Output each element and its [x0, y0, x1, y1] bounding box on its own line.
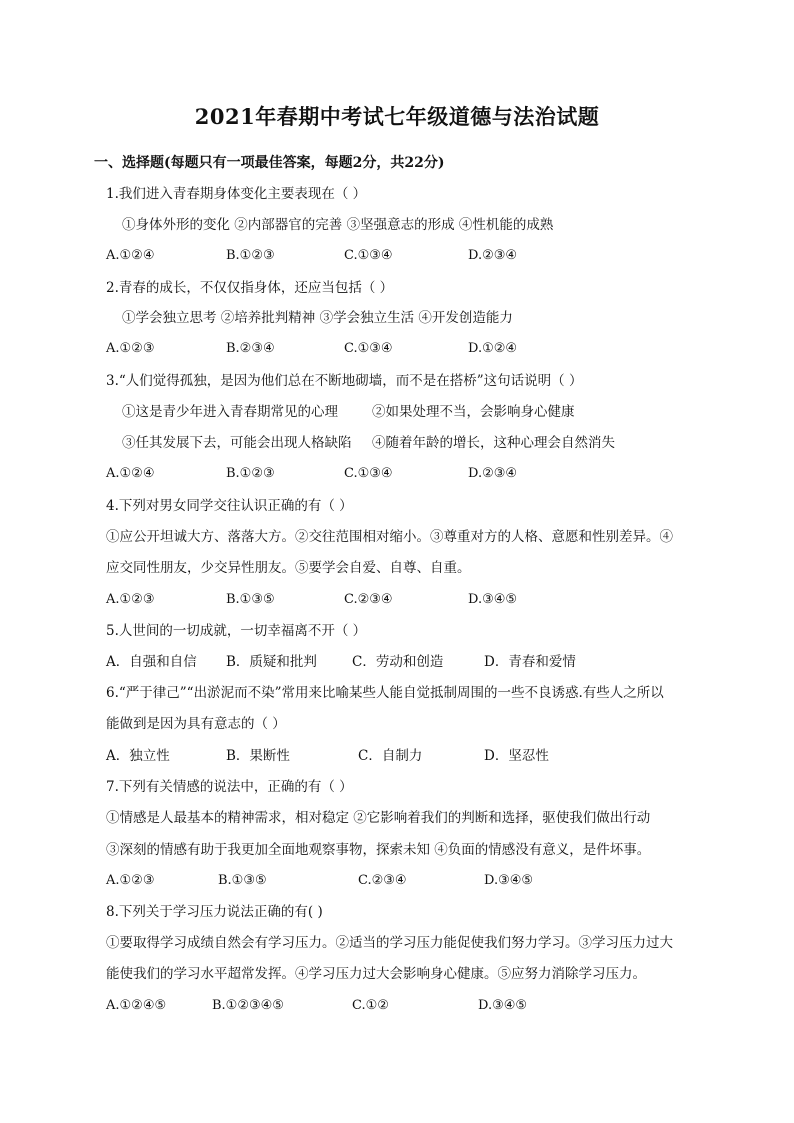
question-6-option-b: B．果断性 [226, 748, 290, 764]
question-3-item-3: ③任其发展下去，可能会出现人格缺陷 [122, 435, 352, 451]
question-1-option-b: B.①②③ [226, 248, 275, 263]
question-5-stem: 5.人世间的一切成就，一切幸福离不开（ ） [106, 623, 367, 639]
question-1-option-d: D.②③④ [468, 248, 518, 263]
question-1-option-a: A.①②④ [106, 248, 155, 263]
question-6-stem-line-2: 能做到是因为具有意志的（ ） [106, 716, 286, 732]
question-4-option-c: C.②③④ [344, 592, 393, 607]
question-5-option-d: D．青春和爱情 [484, 654, 576, 670]
question-8-option-a: A.①②④⑤ [106, 998, 167, 1013]
question-3-item-2: ②如果处理不当，会影响身心健康 [372, 404, 575, 420]
question-4-option-d: D.③④⑤ [468, 592, 518, 607]
question-8-option-b: B.①②③④⑤ [212, 998, 284, 1013]
question-3-stem: 3.“人们觉得孤独，是因为他们总在不断地砌墙，而不是在搭桥”这句话说明（ ） [106, 373, 583, 389]
question-5-option-a: A．自强和自信 [106, 654, 197, 670]
question-8-item-line-2: 能使我们的学习水平超常发挥。④学习压力过大会影响身心健康。⑤应努力消除学习压力。 [106, 966, 646, 982]
exam-title: 2021年春期中考试七年级道德与法治试题 [194, 104, 600, 129]
question-7-stem: 7.下列有关情感的说法中，正确的有（ ） [106, 779, 353, 795]
question-3-item-4: ④随着年龄的增长，这种心理会自然消失 [372, 435, 615, 451]
question-2-option-c: C.①③④ [344, 341, 393, 356]
question-1-items: ①身体外形的变化 ②内部器官的完善 ③坚强意志的形成 ④性机能的成熟 [122, 217, 554, 233]
question-7-option-d: D.③④⑤ [484, 873, 534, 888]
question-2-option-d: D.①②④ [468, 341, 518, 356]
question-3-option-a: A.①②④ [106, 466, 155, 481]
question-1-stem: 1.我们进入青春期身体变化主要表现在（ ） [106, 186, 367, 202]
question-7-item-line-2: ③深刻的情感有助于我更加全面地观察事物，探索未知 ④负面的情感没有意义，是件坏事。 [106, 842, 651, 858]
section-heading: 一、选择题(每题只有一项最佳答案，每题2分，共22分) [94, 155, 445, 171]
question-6-option-c: C．自制力 [358, 748, 423, 764]
question-7-option-b: B.①③⑤ [218, 873, 267, 888]
question-4-option-b: B.①③⑤ [226, 592, 275, 607]
question-8-option-c: C.①② [352, 998, 389, 1013]
question-2-stem: 2.青春的成长，不仅仅指身体，还应当包括（ ） [106, 280, 394, 296]
question-8-stem: 8.下列关于学习压力说法正确的有( ) [106, 904, 323, 920]
question-3-option-d: D.②③④ [468, 466, 518, 481]
question-4-item-line-1: ①应公开坦诚大方、落落大方。②交往范围相对缩小。③尊重对方的人格、意愿和性别差异。④ [106, 529, 673, 545]
question-1-option-c: C.①③④ [344, 248, 393, 263]
question-5-option-c: C．劳动和创造 [352, 654, 444, 670]
question-4-option-a: A.①②③ [106, 592, 155, 607]
question-2-items: ①学会独立思考 ②培养批判精神 ③学会独立生活 ④开发创造能力 [122, 310, 513, 326]
question-8-item-line-1: ①要取得学习成绩自然会有学习压力。②适当的学习压力能促使我们努力学习。③学习压力过大 [106, 935, 673, 951]
question-6-option-a: A．独立性 [106, 748, 170, 764]
question-8-option-d: D.③④⑤ [478, 998, 528, 1013]
question-7-option-c: C.②③④ [358, 873, 407, 888]
question-3-item-1: ①这是青少年进入青春期常见的心理 [122, 404, 338, 420]
question-6-stem-line-1: 6.“严于律己”“出淤泥而不染”常用来比喻某些人能自觉抵制周围的一些不良诱惑.有些人之所以 [106, 685, 664, 701]
question-2-option-a: A.①②③ [106, 341, 155, 356]
question-2-option-b: B.②③④ [226, 341, 275, 356]
question-7-item-line-1: ①情感是人最基本的精神需求，相对稳定 ②它影响着我们的判断和选择，驱使我们做出行动 [106, 810, 651, 826]
question-7-option-a: A.①②③ [106, 873, 155, 888]
question-4-item-line-2: 应交同性朋友，少交异性朋友。⑤要学会自爱、自尊、自重。 [106, 560, 471, 576]
question-3-option-b: B.①②③ [226, 466, 275, 481]
question-3-option-c: C.①③④ [344, 466, 393, 481]
question-6-option-d: D．坚忍性 [484, 748, 549, 764]
question-5-option-b: B．质疑和批判 [226, 654, 317, 670]
question-4-stem: 4.下列对男女同学交往认识正确的有（ ） [106, 498, 353, 514]
